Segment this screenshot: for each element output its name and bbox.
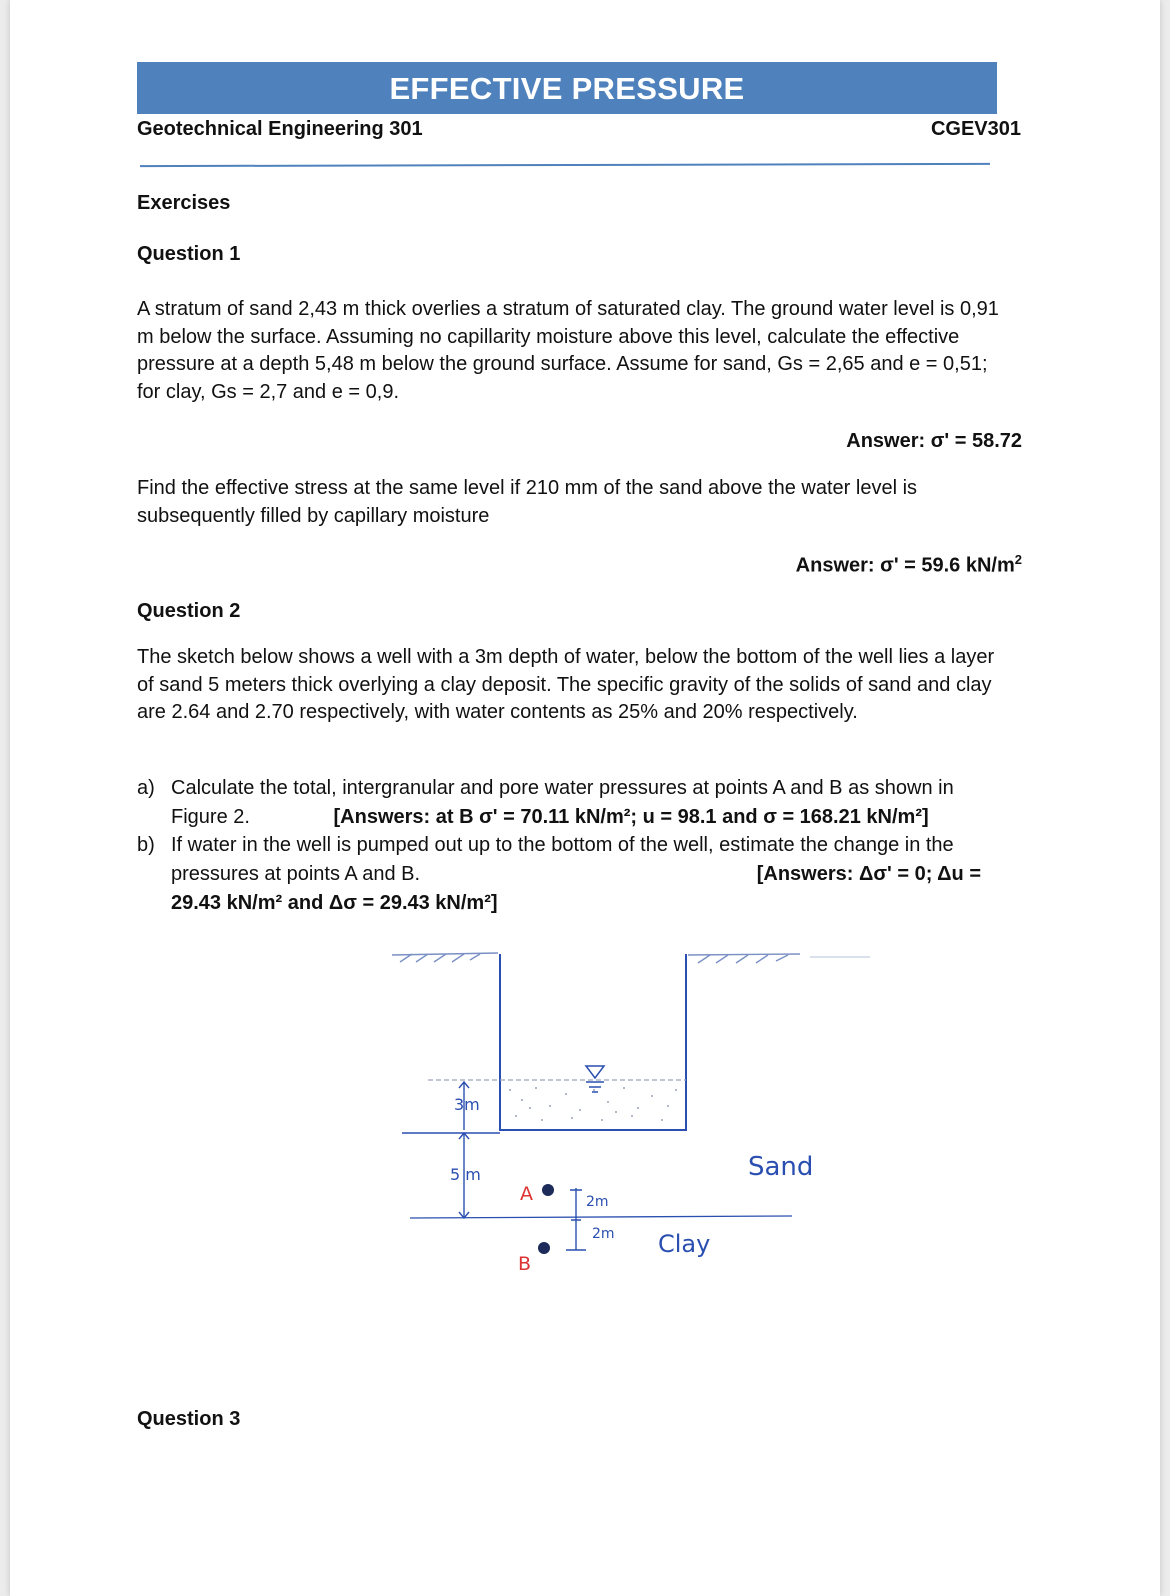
question-1-title: Question 1 (137, 243, 241, 265)
question-1-answer-1: Answer: σ' = 58.72 (846, 430, 1022, 452)
part-b-line-2: pressures at points A and B. (171, 863, 421, 885)
part-a-figure-ref: Figure 2. (171, 806, 250, 828)
part-b-line-1: If water in the well is pumped out up to the bottom of the well, estimate the change in the (171, 834, 954, 856)
page-banner: EFFECTIVE PRESSURE (137, 62, 997, 114)
dimension-2m-pair (566, 1188, 586, 1250)
part-a-answer: [Answers: at B σ' = 70.11 kN/m²; u = 98.1 and σ = 168.21 kN/m²] (333, 806, 929, 828)
label-point-a: A (520, 1183, 533, 1205)
course-title: Geotechnical Engineering 301 (137, 118, 423, 140)
label-2m-bottom: 2m (592, 1226, 615, 1242)
ground-surface-right (688, 954, 870, 963)
part-a-line-1: Calculate the total, intergranular and pore water pressures at points A and B as shown in (171, 777, 954, 799)
question-1-answer-2: Answer: σ' = 59.6 $kN/m^2$ (795, 552, 1022, 577)
part-b-answer-start: [Answers: Δσ' = 0; Δu = (756, 863, 981, 885)
point-b-dot (538, 1242, 550, 1254)
label-sand: Sand (748, 1152, 814, 1182)
ground-surface-left (392, 953, 498, 962)
label-5m: 5 m (450, 1165, 481, 1184)
point-a-dot (542, 1184, 554, 1196)
water-table-symbol (586, 1066, 604, 1092)
label-2m-top: 2m (586, 1194, 609, 1210)
question-2-title: Question 2 (137, 600, 241, 622)
question-3-title: Question 3 (137, 1408, 241, 1430)
question-1-text-2: Find the effective stress at the same level if 210 mm of the sand above the water level is subsequently filled by capillary moisture (137, 477, 918, 527)
course-code: CGEV301 (930, 118, 1021, 140)
question-2-text: The sketch below shows a well with a 3m depth of water, below the bottom of the well lies a layer of sand 5 meters thick overlying a clay deposit. The specific gravity of the solids of sand and clay are 2.64 and 2.70 respectively, with water contents as 25% and 20% respectively. (137, 646, 995, 723)
well-sketch-figure (380, 930, 880, 1290)
label-point-b: B (518, 1253, 532, 1275)
question-2-part-b (137, 831, 1007, 918)
part-a-label: a) (137, 777, 155, 799)
part-b-answer-end: 29.43 kN/m² and Δσ = 29.43 kN/m²] (171, 892, 498, 914)
label-3m: 3m (454, 1095, 480, 1114)
sand-clay-boundary (410, 1216, 792, 1218)
question-1-text: A stratum of sand 2,43 m thick overlies a stratum of saturated clay. The ground water level is 0,91 m below the surface. Assuming no capillarity moisture above this level, calculate the effective pressure at a depth 5,48 m below the ground surface. Assume for sand, Gs = 2,65 and e = 0,51; for clay, Gs = 2,7 and e = 0,9. (137, 298, 999, 403)
well-outline (500, 954, 686, 1130)
section-title: Exercises (137, 192, 231, 214)
dimension-3m (402, 1082, 500, 1133)
label-clay: Clay (658, 1230, 711, 1258)
question-2-part-a (137, 774, 1007, 832)
part-b-label: b) (137, 834, 155, 856)
